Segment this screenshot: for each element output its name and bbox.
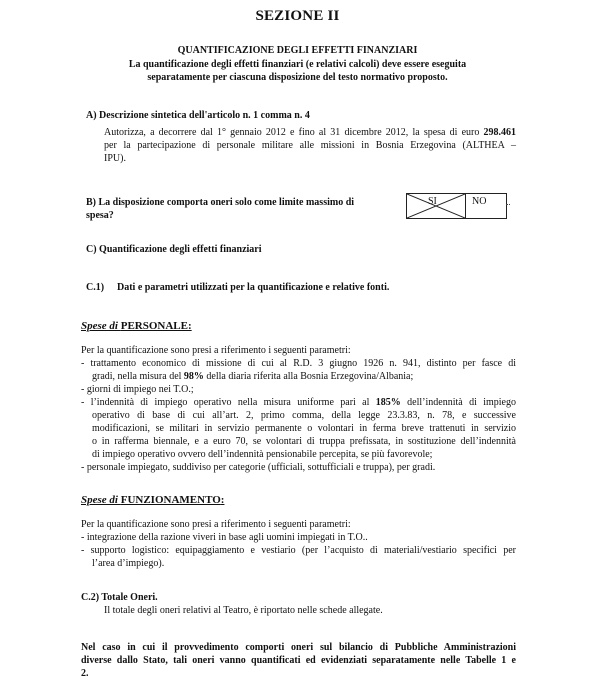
footer-note-line-2: diverse dallo Stato, tali oneri vanno quantificati ed evidenziati separatamente nelle Tabelle 1 e bbox=[81, 655, 516, 666]
personale-item-2: - giorni di impiego nei T.O.; bbox=[81, 384, 194, 395]
box-dotted-line bbox=[506, 204, 510, 205]
personale-item-3-c: dell’indennità di impiego bbox=[400, 397, 516, 408]
no-label: NO bbox=[472, 196, 487, 207]
section-a-line-2: per la partecipazione di personale militare alle missioni in Bosnia Erzegovina (ALTHEA – bbox=[104, 140, 516, 151]
section-a-amount: 298.461 bbox=[483, 127, 516, 138]
section-c2-text: Il totale degli oneri relativi al Teatro, è riportato nelle schede allegate. bbox=[104, 605, 383, 616]
personale-pct-98: 98% bbox=[183, 371, 204, 382]
section-a-line-1-text: Autorizza, a decorrere dal 1° gennaio 2012 e fino al 31 dicembre 2012, la spesa di euro bbox=[104, 127, 484, 138]
section-a-line-1 bbox=[104, 126, 516, 139]
personale-item-3-a: - l’indennità di impiego operativo nella misura uniforme pari al bbox=[81, 397, 376, 408]
heading-subtitle-1: La quantificazione degli effetti finanziari (e relativi calcoli) deve essere eseguita bbox=[128, 59, 467, 70]
personale-heading-main: PERSONALE bbox=[120, 320, 188, 332]
funzionamento-item-2-cont: l’area d’impiego). bbox=[92, 558, 165, 569]
personale-item-3-line-2: operativo di base di cui all’art. 2, primo comma, della legge 23.3.83, n. 78, e successive bbox=[92, 410, 516, 421]
heading-subtitle-2: separatamente per ciascuna disposizione del testo normativo proposto. bbox=[147, 72, 448, 83]
personale-item-3-line-4: o in rafferma biennale, e a euro 70, se volontari di truppa prefissata, in sostituzione dell’indennità bbox=[92, 436, 516, 447]
personale-item-4: - personale impiegato, suddiviso per categorie (ufficiali, sottufficiali e truppa), per gradi. bbox=[81, 462, 436, 473]
personale-pct-185: 185% bbox=[375, 397, 401, 408]
personale-intro: Per la quantificazione sono presi a riferimento i seguenti parametri: bbox=[81, 345, 351, 356]
funzionamento-intro: Per la quantificazione sono presi a riferimento i seguenti parametri: bbox=[81, 519, 351, 530]
section-b-question-1: B) La disposizione comporta oneri solo come limite massimo di bbox=[86, 197, 355, 208]
personale-item-3 bbox=[81, 396, 516, 409]
funzionamento-heading-main: FUNZIONAMENTO bbox=[120, 494, 221, 506]
section-c1-label: Dati e parametri utilizzati per la quantificazione e relative fonti. bbox=[117, 282, 390, 293]
personale-heading bbox=[81, 320, 192, 333]
section-c2-label: C.2) Totale Oneri. bbox=[81, 592, 158, 603]
no-checkbox-box bbox=[464, 193, 507, 219]
funzionamento-heading-colon: : bbox=[220, 494, 225, 506]
personale-item-1-cont bbox=[92, 370, 413, 383]
funzionamento-heading bbox=[81, 494, 224, 507]
section-c-label: C) Quantificazione degli effetti finanziari bbox=[86, 244, 262, 255]
funzionamento-item-1: - integrazione della razione viveri in base agli uomini impiegati in T.O.. bbox=[81, 532, 368, 543]
section-c1-number: C.1) bbox=[86, 282, 105, 293]
personale-item-1: - trattamento economico di missione di cui al R.D. 3 giugno 1926 n. 941, distinto per fasce di bbox=[81, 358, 516, 369]
personale-item-3-line-3: modificazioni, se militari in servizio permanente o volontari in ferma breve trattenuti in servizio bbox=[92, 423, 516, 434]
personale-item-1-cont-c: della diaria riferita alla Bosnia Erzegovina/Albania; bbox=[203, 371, 414, 382]
personale-heading-prefix: Spese di bbox=[81, 320, 121, 332]
heading-title: QUANTIFICAZIONE DEGLI EFFETTI FINANZIARI bbox=[177, 45, 418, 56]
section-a-label: A) Descrizione sintetica dell'articolo n. 1 comma n. 4 bbox=[86, 110, 310, 121]
section-a-line-3: IPU). bbox=[104, 153, 126, 164]
funzionamento-heading-prefix: Spese di bbox=[81, 494, 121, 506]
section-b-question-2: spesa? bbox=[86, 210, 114, 221]
personale-heading-colon: : bbox=[187, 320, 192, 332]
si-label: SI bbox=[428, 196, 437, 207]
footer-note-line-1: Nel caso in cui il provvedimento comporti oneri sul bilancio di Pubbliche Amministrazioni bbox=[81, 642, 516, 653]
si-checkbox-box bbox=[406, 193, 466, 219]
personale-item-3-line-5: di impiego operativo ovvero dell’indennità pensionabile percepita, se più favorevole; bbox=[92, 449, 433, 460]
footer-note-line-3: 2. bbox=[81, 668, 89, 679]
personale-item-1-cont-a: gradi, nella misura del bbox=[92, 371, 184, 382]
funzionamento-item-2: - supporto logistico: equipaggiamento e vestiario (per l’acquisto di materiali/vestiario specifici per bbox=[81, 545, 516, 556]
section-title: SEZIONE II bbox=[255, 8, 340, 24]
